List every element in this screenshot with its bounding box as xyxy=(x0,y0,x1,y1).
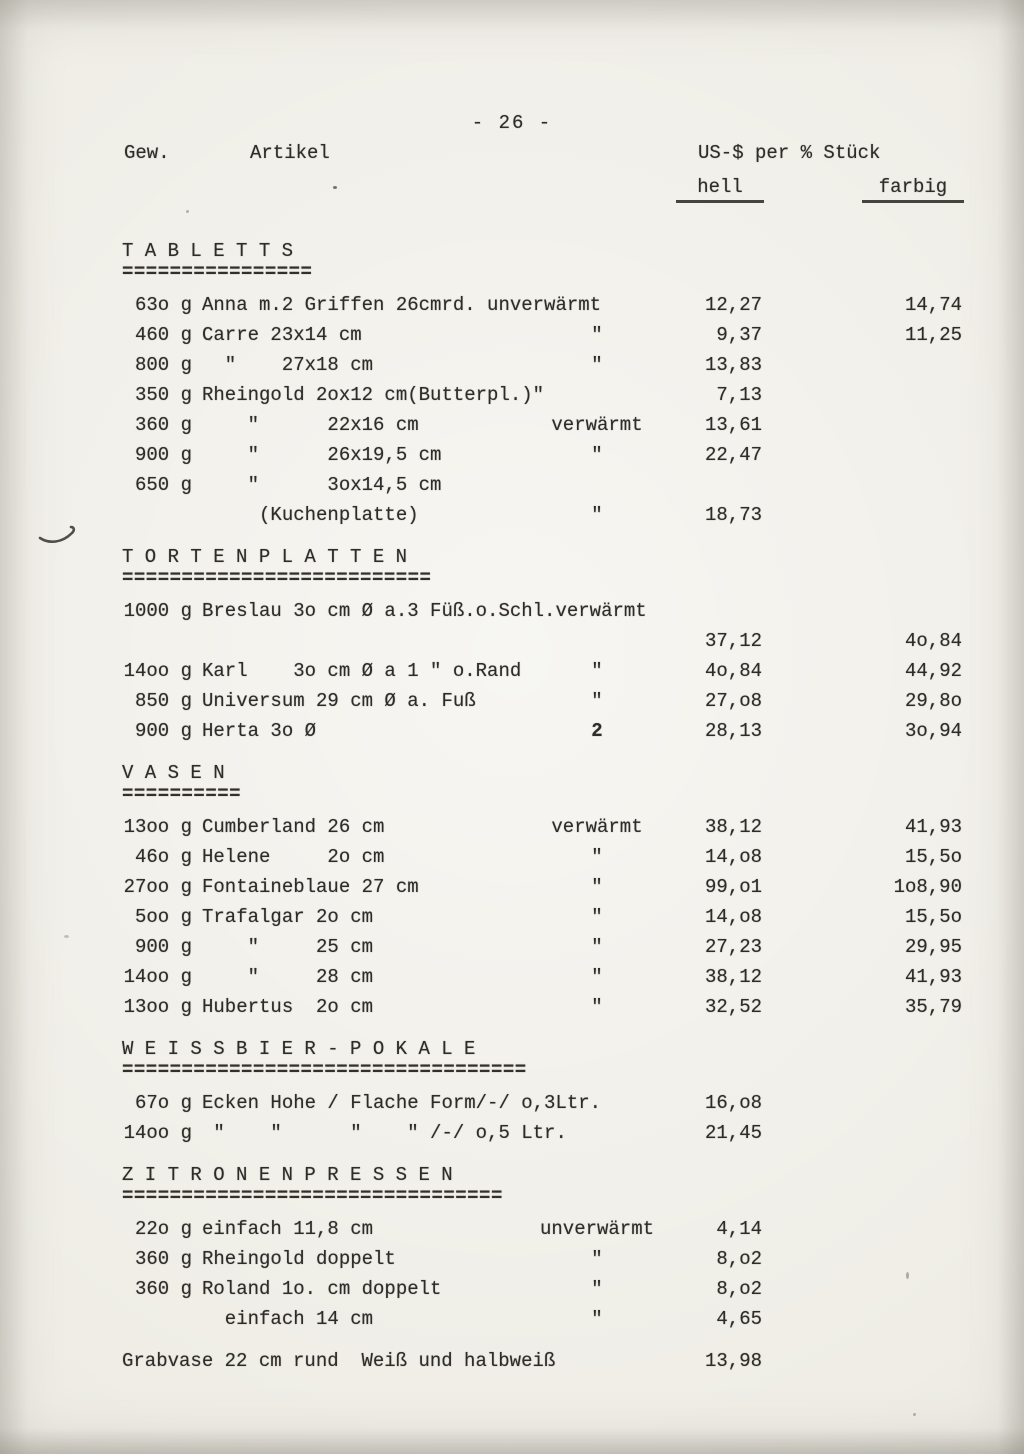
price-table xyxy=(0,224,1024,1376)
farbig-price-cell xyxy=(762,1346,962,1376)
article-cell: Cumberland 26 cm xyxy=(202,816,385,838)
section-heading: T A B L E T T S xyxy=(122,240,294,262)
weight-cell: 900 g xyxy=(134,936,192,958)
note-cell xyxy=(522,1118,672,1148)
hell-price-cell: 32,52 xyxy=(704,996,762,1018)
header-hell: hell xyxy=(676,176,764,203)
note-cell xyxy=(522,380,672,410)
farbig-price-cell: 15,5o xyxy=(904,906,962,928)
hell-price-cell: 22,47 xyxy=(704,444,762,466)
farbig-price-cell xyxy=(762,440,962,470)
table-row xyxy=(0,350,1024,380)
note-cell: " xyxy=(591,906,603,928)
header-artikel: Artikel xyxy=(250,142,330,164)
article-cell: Trafalgar 2o cm xyxy=(202,906,374,928)
weight-cell: 360 g xyxy=(134,1278,192,1300)
hell-price-cell: 7,13 xyxy=(716,384,762,406)
hell-price-cell: 37,12 xyxy=(704,630,762,652)
weight-cell: 46o g xyxy=(134,846,192,868)
section-heading-rule: ========== xyxy=(122,783,242,805)
section-heading-rule: ================================== xyxy=(122,1059,527,1081)
farbig-price-cell: 14,74 xyxy=(904,294,962,316)
section-heading-rule: ================ xyxy=(122,261,313,283)
note-cell: " xyxy=(591,1308,603,1330)
hell-price-cell: 9,37 xyxy=(716,324,762,346)
table-row xyxy=(0,410,1024,440)
article-cell: Hubertus 2o cm xyxy=(202,996,374,1018)
paper-speck xyxy=(913,1413,916,1416)
weight-cell: 13oo g xyxy=(123,816,192,838)
article-cell: Universum 29 cm Ø a. Fuß xyxy=(202,690,476,712)
farbig-price-cell xyxy=(762,1214,962,1244)
table-row xyxy=(0,440,1024,470)
note-cell: " xyxy=(591,690,603,712)
table-header xyxy=(0,142,1024,168)
table-row xyxy=(0,1244,1024,1274)
hell-price-cell: 13,61 xyxy=(704,414,762,436)
note-cell: " xyxy=(591,966,603,988)
section-heading: V A S E N xyxy=(122,762,225,784)
note-cell: 2 xyxy=(591,720,603,742)
hell-price-cell: 14,o8 xyxy=(704,906,762,928)
weight-cell: 5oo g xyxy=(134,906,192,928)
weight-cell xyxy=(122,1304,202,1334)
article-cell: Herta 3o Ø xyxy=(202,720,317,742)
farbig-price-cell: 29,95 xyxy=(904,936,962,958)
hell-price-cell: 8,o2 xyxy=(716,1278,762,1300)
section-heading-rule: ================================ xyxy=(122,1185,503,1207)
note-cell: " xyxy=(591,324,603,346)
table-row xyxy=(0,902,1024,932)
article-cell: Rheingold 2ox12 cm(Butterpl.)" xyxy=(202,384,545,406)
hell-price-cell: 4,14 xyxy=(716,1218,762,1240)
table-row xyxy=(0,872,1024,902)
table-row xyxy=(0,1118,1024,1148)
page-number: - 26 - xyxy=(471,112,553,134)
hell-price-cell: 18,73 xyxy=(704,504,762,526)
weight-cell: 67o g xyxy=(134,1092,192,1114)
article-cell: einfach 11,8 cm xyxy=(202,1218,374,1240)
table-row xyxy=(0,1088,1024,1118)
weight-cell: 350 g xyxy=(134,384,192,406)
note-cell: " xyxy=(591,846,603,868)
section-heading: Z I T R O N E N P R E S S E N xyxy=(122,1164,453,1186)
weight-cell: 460 g xyxy=(134,324,192,346)
hell-price-cell: 4,65 xyxy=(716,1308,762,1330)
weight-cell: 650 g xyxy=(134,474,192,496)
weight-cell: 900 g xyxy=(134,444,192,466)
header-gewicht: Gew. xyxy=(124,142,170,164)
table-row xyxy=(0,380,1024,410)
paper-speck xyxy=(186,210,189,213)
hell-price-cell: 27,23 xyxy=(704,936,762,958)
farbig-price-cell: 1o8,90 xyxy=(893,876,962,898)
weight-cell: 360 g xyxy=(134,414,192,436)
article-cell: Grabvase 22 cm rund Weiß und halbweiß xyxy=(122,1350,556,1372)
table-row xyxy=(0,992,1024,1022)
header-farbig: farbig xyxy=(862,176,964,203)
farbig-price-cell: 4o,84 xyxy=(904,630,962,652)
table-subheader xyxy=(0,176,1024,206)
table-row xyxy=(0,656,1024,686)
hell-price-cell: 4o,84 xyxy=(704,660,762,682)
weight-cell: 27oo g xyxy=(123,876,192,898)
hell-price-cell xyxy=(672,470,762,500)
hell-price-cell: 8,o2 xyxy=(716,1248,762,1270)
article-cell: " 25 cm xyxy=(202,936,374,958)
table-row xyxy=(0,812,1024,842)
hell-price-cell: 13,83 xyxy=(704,354,762,376)
article-cell: (Kuchenplatte) xyxy=(202,504,419,526)
hell-price-cell: 16,o8 xyxy=(704,1092,762,1114)
table-row xyxy=(0,290,1024,320)
note-cell: unverwärmt xyxy=(539,1218,655,1240)
hell-price-cell: 21,45 xyxy=(704,1122,762,1144)
weight-cell: 1000 g xyxy=(123,600,192,622)
table-row xyxy=(0,932,1024,962)
hell-price-cell: 38,12 xyxy=(704,966,762,988)
farbig-price-cell xyxy=(762,1118,962,1148)
article-cell: " 22x16 cm xyxy=(202,414,419,436)
farbig-price-cell xyxy=(762,410,962,440)
farbig-price-cell: 41,93 xyxy=(904,966,962,988)
note-cell: verwärmt xyxy=(551,414,643,436)
article-cell: " 3ox14,5 cm xyxy=(202,474,442,496)
paper-speck xyxy=(333,186,337,189)
farbig-price-cell xyxy=(762,380,962,410)
article-cell: Carre 23x14 cm xyxy=(202,324,362,346)
weight-cell: 800 g xyxy=(134,354,192,376)
section-heading: T O R T E N P L A T T E N xyxy=(122,546,408,568)
weight-cell: 900 g xyxy=(134,720,192,742)
farbig-price-cell xyxy=(762,1274,962,1304)
hell-price-cell: 99,o1 xyxy=(704,876,762,898)
farbig-price-cell: 11,25 xyxy=(904,324,962,346)
header-price-label: US-$ per % Stück xyxy=(698,142,881,164)
hell-price-cell: 38,12 xyxy=(704,816,762,838)
note-cell xyxy=(522,1088,672,1118)
article-cell: " 26x19,5 cm xyxy=(202,444,442,466)
farbig-price-cell xyxy=(762,1244,962,1274)
note-cell: " xyxy=(591,996,603,1018)
article-cell: " 27x18 cm xyxy=(202,354,374,376)
article-cell: Ecken Hohe / Flache Form/-/ o,3Ltr. xyxy=(202,1092,602,1114)
section-heading-rule: ========================== xyxy=(122,567,432,589)
weight-cell: 14oo g xyxy=(123,1122,192,1144)
hell-price-cell xyxy=(672,596,762,626)
farbig-price-cell: 15,5o xyxy=(904,846,962,868)
farbig-price-cell xyxy=(762,1304,962,1334)
table-row xyxy=(0,470,1024,500)
farbig-price-cell: 3o,94 xyxy=(904,720,962,742)
note-cell: " xyxy=(591,936,603,958)
hell-price-cell: 14,o8 xyxy=(704,846,762,868)
note-cell: " xyxy=(591,876,603,898)
weight-cell: 22o g xyxy=(134,1218,192,1240)
table-row xyxy=(0,1214,1024,1244)
note-cell: " xyxy=(591,354,603,376)
article-cell: Karl 3o cm Ø a 1 " o.Rand xyxy=(202,660,522,682)
article-cell: Fontaineblaue 27 cm xyxy=(202,876,419,898)
farbig-price-cell: 41,93 xyxy=(904,816,962,838)
farbig-price-cell xyxy=(762,1088,962,1118)
farbig-price-cell xyxy=(762,500,962,530)
note-cell: verwärmt xyxy=(551,816,643,838)
note-cell xyxy=(522,596,672,626)
article-cell xyxy=(202,626,522,656)
table-row xyxy=(0,1346,1024,1376)
table-row xyxy=(0,1304,1024,1334)
note-cell: " xyxy=(591,1278,603,1300)
weight-cell: 13oo g xyxy=(123,996,192,1018)
hell-price-cell: 27,o8 xyxy=(704,690,762,712)
table-row xyxy=(0,842,1024,872)
hell-price-cell: 28,13 xyxy=(704,720,762,742)
table-row xyxy=(0,716,1024,746)
table-row xyxy=(0,500,1024,530)
farbig-price-cell xyxy=(762,470,962,500)
weight-cell xyxy=(122,500,202,530)
article-cell: einfach 14 cm xyxy=(202,1308,374,1330)
table-row xyxy=(0,596,1024,626)
article-cell: Rheingold doppelt xyxy=(202,1248,396,1270)
table-row xyxy=(0,626,1024,656)
weight-cell: 14oo g xyxy=(123,966,192,988)
note-cell: " xyxy=(591,660,603,682)
hell-price-cell: 12,27 xyxy=(704,294,762,316)
hell-price-cell: 13,98 xyxy=(704,1350,762,1372)
article-cell: Roland 1o. cm doppelt xyxy=(202,1278,442,1300)
note-cell xyxy=(522,470,672,500)
farbig-price-cell: 29,8o xyxy=(904,690,962,712)
table-row xyxy=(0,962,1024,992)
farbig-price-cell xyxy=(762,596,962,626)
weight-cell xyxy=(122,626,202,656)
article-cell: Anna m.2 Griffen 26cmrd. unverwärmt xyxy=(202,294,602,316)
note-cell: " xyxy=(591,1248,603,1270)
weight-cell: 850 g xyxy=(134,690,192,712)
note-cell: " xyxy=(591,444,603,466)
article-cell: Helene 2o cm xyxy=(202,846,385,868)
article-cell: Breslau 3o cm Ø a.3 Füß.o.Schl.verwärmt xyxy=(202,600,647,622)
table-row xyxy=(0,686,1024,716)
weight-cell: 14oo g xyxy=(123,660,192,682)
note-cell xyxy=(522,626,672,656)
farbig-price-cell: 35,79 xyxy=(904,996,962,1018)
article-cell: " 28 cm xyxy=(202,966,374,988)
article-cell: " " " " /-/ o,5 Ltr. xyxy=(202,1122,567,1144)
farbig-price-cell xyxy=(762,350,962,380)
weight-cell: 360 g xyxy=(134,1248,192,1270)
table-row xyxy=(0,320,1024,350)
weight-cell: 63o g xyxy=(134,294,192,316)
farbig-price-cell: 44,92 xyxy=(904,660,962,682)
table-row xyxy=(0,1274,1024,1304)
section-heading: W E I S S B I E R - P O K A L E xyxy=(122,1038,476,1060)
note-cell xyxy=(522,290,672,320)
note-cell: " xyxy=(591,504,603,526)
